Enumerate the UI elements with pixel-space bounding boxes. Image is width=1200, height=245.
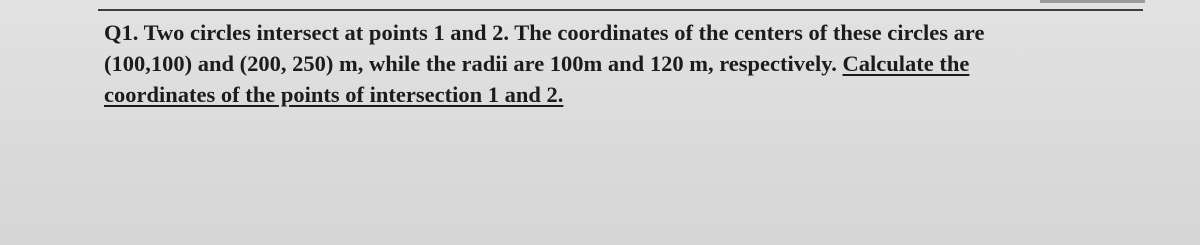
question-line-1: Q1. Two circles intersect at points 1 and 2. The coordinates of the centers of these circles are [104, 20, 985, 45]
top-edge-fragment [1040, 0, 1145, 3]
top-border-line [98, 9, 1143, 11]
question-text [104, 17, 1144, 110]
question-line-2-text: (100,100) and (200, 250) m, while the radii are 100m and 120 m, respectively. [104, 51, 843, 76]
question-task-underlined-part-2: coordinates of the points of intersection 1 and 2. [104, 82, 564, 107]
question-line-2 [104, 48, 1144, 79]
question-task-underlined-part-1: Calculate the [842, 51, 970, 76]
question-line-3 [104, 79, 1144, 110]
